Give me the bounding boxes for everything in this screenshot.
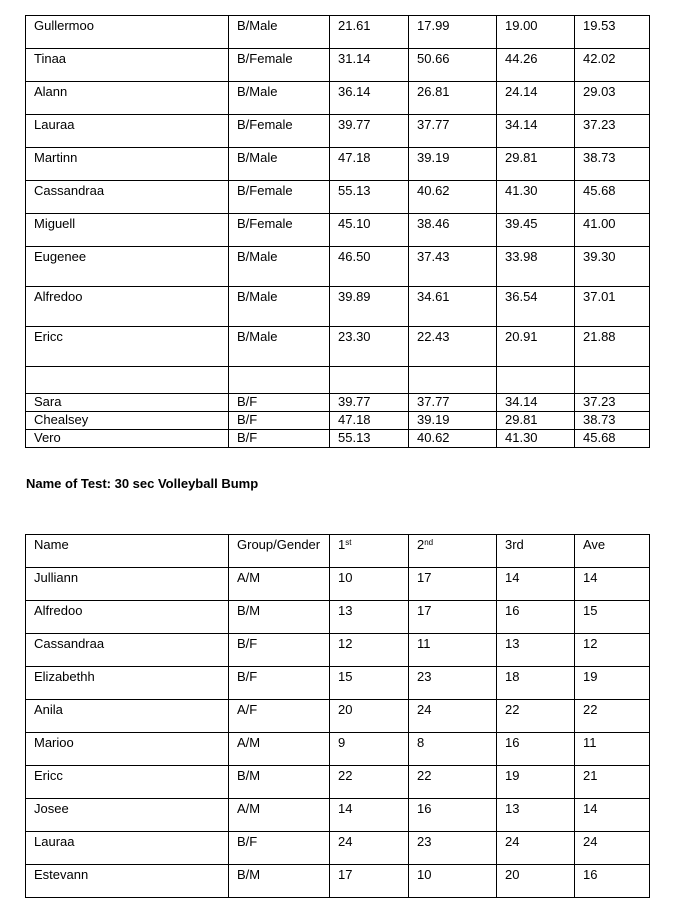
trial-3-cell: 22 — [497, 700, 575, 733]
group-cell: B/F — [229, 394, 330, 412]
group-cell: B/M — [229, 766, 330, 799]
trial-2-cell: 39.19 — [409, 148, 497, 181]
group-cell: B/Male — [229, 327, 330, 367]
table-row — [26, 667, 650, 700]
header-average: Ave — [575, 535, 650, 568]
name-cell: Josee — [26, 799, 229, 832]
trial-1-cell: 21.61 — [330, 16, 409, 49]
average-cell: 45.68 — [575, 430, 650, 448]
trial-2-cell: 40.62 — [409, 181, 497, 214]
average-cell: 11 — [575, 733, 650, 766]
group-cell: B/F — [229, 634, 330, 667]
trial-1-cell: 12 — [330, 634, 409, 667]
trial-2-cell: 22 — [409, 766, 497, 799]
empty-cell — [229, 367, 330, 394]
trial-3-cell: 44.26 — [497, 49, 575, 82]
average-cell: 41.00 — [575, 214, 650, 247]
group-cell: B/M — [229, 865, 330, 898]
average-cell: 39.30 — [575, 247, 650, 287]
trial-2-cell: 23 — [409, 667, 497, 700]
trial-1-cell: 36.14 — [330, 82, 409, 115]
trial-2-cell: 17 — [409, 601, 497, 634]
empty-cell — [575, 367, 650, 394]
table-row — [26, 214, 650, 247]
name-cell: Eugenee — [26, 247, 229, 287]
volleyball-bump-table — [25, 534, 650, 898]
trial-3-cell: 29.81 — [497, 148, 575, 181]
average-cell: 14 — [575, 568, 650, 601]
trial-2-cell: 22.43 — [409, 327, 497, 367]
trial-3-cell: 16 — [497, 601, 575, 634]
name-cell: Sara — [26, 394, 229, 412]
group-cell: B/F — [229, 412, 330, 430]
trial-3-cell: 13 — [497, 634, 575, 667]
average-cell: 38.73 — [575, 412, 650, 430]
group-cell: B/Male — [229, 82, 330, 115]
trial-1-cell: 10 — [330, 568, 409, 601]
trial-1-cell: 39.77 — [330, 115, 409, 148]
table-row — [26, 601, 650, 634]
trial-2-cell: 40.62 — [409, 430, 497, 448]
name-cell: Tinaa — [26, 49, 229, 82]
trial-3-cell: 34.14 — [497, 394, 575, 412]
header-third: 3rd — [497, 535, 575, 568]
average-cell: 24 — [575, 832, 650, 865]
trial-3-cell: 33.98 — [497, 247, 575, 287]
average-cell: 45.68 — [575, 181, 650, 214]
trial-3-cell: 34.14 — [497, 115, 575, 148]
average-cell: 38.73 — [575, 148, 650, 181]
name-cell: Gullermoo — [26, 16, 229, 49]
header-first-suffix: st — [345, 538, 352, 547]
group-cell: B/Male — [229, 148, 330, 181]
trial-2-cell: 37.77 — [409, 115, 497, 148]
trial-2-cell: 23 — [409, 832, 497, 865]
trial-3-cell: 39.45 — [497, 214, 575, 247]
trial-2-cell: 26.81 — [409, 82, 497, 115]
name-cell: Estevann — [26, 865, 229, 898]
group-cell: A/M — [229, 568, 330, 601]
table-row — [26, 82, 650, 115]
name-cell: Alann — [26, 82, 229, 115]
group-cell: B/Female — [229, 49, 330, 82]
trial-1-cell: 47.18 — [330, 148, 409, 181]
average-cell: 22 — [575, 700, 650, 733]
average-cell: 37.23 — [575, 115, 650, 148]
header-second-number: 2 — [417, 537, 425, 552]
name-cell: Ericc — [26, 327, 229, 367]
table-row — [26, 181, 650, 214]
trial-3-cell: 24.14 — [497, 82, 575, 115]
table-row — [26, 799, 650, 832]
average-cell: 15 — [575, 601, 650, 634]
trial-2-cell: 11 — [409, 634, 497, 667]
trial-3-cell: 14 — [497, 568, 575, 601]
group-cell: B/Male — [229, 16, 330, 49]
table-row — [26, 700, 650, 733]
table-row — [26, 412, 650, 430]
empty-cell — [330, 367, 409, 394]
trial-1-cell: 17 — [330, 865, 409, 898]
table-row — [26, 865, 650, 898]
trial-2-cell: 39.19 — [409, 412, 497, 430]
group-cell: B/F — [229, 832, 330, 865]
trial-2-cell: 37.43 — [409, 247, 497, 287]
header-first — [330, 535, 409, 568]
trial-3-cell: 20 — [497, 865, 575, 898]
name-cell: Lauraa — [26, 115, 229, 148]
empty-cell — [26, 367, 229, 394]
name-cell: Martinn — [26, 148, 229, 181]
name-cell: Chealsey — [26, 412, 229, 430]
header-name: Name — [26, 535, 229, 568]
trial-2-cell: 38.46 — [409, 214, 497, 247]
trial-2-cell: 17.99 — [409, 16, 497, 49]
average-cell: 14 — [575, 799, 650, 832]
empty-cell — [497, 367, 575, 394]
trial-3-cell: 13 — [497, 799, 575, 832]
trial-3-cell: 41.30 — [497, 430, 575, 448]
name-cell: Ericc — [26, 766, 229, 799]
trial-1-cell: 55.13 — [330, 181, 409, 214]
name-cell: Alfredoo — [26, 287, 229, 327]
trial-3-cell: 24 — [497, 832, 575, 865]
header-group-gender: Group/Gender — [229, 535, 330, 568]
trial-1-cell: 24 — [330, 832, 409, 865]
trial-2-cell: 34.61 — [409, 287, 497, 327]
name-cell: Julliann — [26, 568, 229, 601]
table-row — [26, 247, 650, 287]
trial-1-cell: 47.18 — [330, 412, 409, 430]
trial-1-cell: 20 — [330, 700, 409, 733]
header-second-suffix: nd — [424, 538, 434, 547]
name-cell: Elizabethh — [26, 667, 229, 700]
trial-2-cell: 8 — [409, 733, 497, 766]
group-cell: B/F — [229, 430, 330, 448]
table-row — [26, 832, 650, 865]
trial-3-cell: 19 — [497, 766, 575, 799]
group-cell: A/M — [229, 799, 330, 832]
group-cell: B/F — [229, 667, 330, 700]
table-row — [26, 327, 650, 367]
header-first-number: 1 — [338, 537, 346, 552]
name-cell: Alfredoo — [26, 601, 229, 634]
group-cell: B/M — [229, 601, 330, 634]
trial-2-cell: 50.66 — [409, 49, 497, 82]
average-cell: 42.02 — [575, 49, 650, 82]
trial-1-cell: 46.50 — [330, 247, 409, 287]
trial-2-cell: 17 — [409, 568, 497, 601]
empty-row — [26, 367, 650, 394]
trial-3-cell: 41.30 — [497, 181, 575, 214]
group-cell: A/F — [229, 700, 330, 733]
trial-3-cell: 36.54 — [497, 287, 575, 327]
trial-3-cell: 29.81 — [497, 412, 575, 430]
average-cell: 21.88 — [575, 327, 650, 367]
group-cell: B/Female — [229, 181, 330, 214]
trial-1-cell: 15 — [330, 667, 409, 700]
name-cell: Cassandraa — [26, 181, 229, 214]
trial-2-cell: 16 — [409, 799, 497, 832]
header-second — [409, 535, 497, 568]
trial-1-cell: 14 — [330, 799, 409, 832]
average-cell: 29.03 — [575, 82, 650, 115]
trial-1-cell: 22 — [330, 766, 409, 799]
table-row — [26, 568, 650, 601]
trial-1-cell: 39.89 — [330, 287, 409, 327]
average-cell: 19.53 — [575, 16, 650, 49]
table-row — [26, 733, 650, 766]
trial-2-cell: 24 — [409, 700, 497, 733]
table-row — [26, 287, 650, 327]
name-cell: Lauraa — [26, 832, 229, 865]
average-cell: 37.23 — [575, 394, 650, 412]
name-cell: Vero — [26, 430, 229, 448]
group-cell: B/Female — [229, 214, 330, 247]
table-row — [26, 148, 650, 181]
table-row — [26, 16, 650, 49]
test-heading: Name of Test: 30 sec Volleyball Bump — [26, 476, 259, 491]
trial-3-cell: 19.00 — [497, 16, 575, 49]
trial-3-cell: 18 — [497, 667, 575, 700]
name-cell: Anila — [26, 700, 229, 733]
table-row — [26, 49, 650, 82]
trial-1-cell: 13 — [330, 601, 409, 634]
group-cell: B/Male — [229, 287, 330, 327]
trial-3-cell: 20.91 — [497, 327, 575, 367]
header-row — [26, 535, 650, 568]
trial-1-cell: 55.13 — [330, 430, 409, 448]
trial-1-cell: 45.10 — [330, 214, 409, 247]
average-cell: 37.01 — [575, 287, 650, 327]
group-cell: A/M — [229, 733, 330, 766]
average-cell: 19 — [575, 667, 650, 700]
average-cell: 12 — [575, 634, 650, 667]
trial-1-cell: 39.77 — [330, 394, 409, 412]
sprint-results-table — [25, 15, 650, 448]
average-cell: 16 — [575, 865, 650, 898]
table-row — [26, 766, 650, 799]
table-row — [26, 115, 650, 148]
table-row — [26, 430, 650, 448]
group-cell: B/Female — [229, 115, 330, 148]
trial-3-cell: 16 — [497, 733, 575, 766]
name-cell: Miguell — [26, 214, 229, 247]
empty-cell — [409, 367, 497, 394]
average-cell: 21 — [575, 766, 650, 799]
trial-1-cell: 23.30 — [330, 327, 409, 367]
group-cell: B/Male — [229, 247, 330, 287]
trial-1-cell: 31.14 — [330, 49, 409, 82]
trial-2-cell: 37.77 — [409, 394, 497, 412]
name-cell: Marioo — [26, 733, 229, 766]
table-row — [26, 634, 650, 667]
trial-1-cell: 9 — [330, 733, 409, 766]
name-cell: Cassandraa — [26, 634, 229, 667]
table-row — [26, 394, 650, 412]
trial-2-cell: 10 — [409, 865, 497, 898]
